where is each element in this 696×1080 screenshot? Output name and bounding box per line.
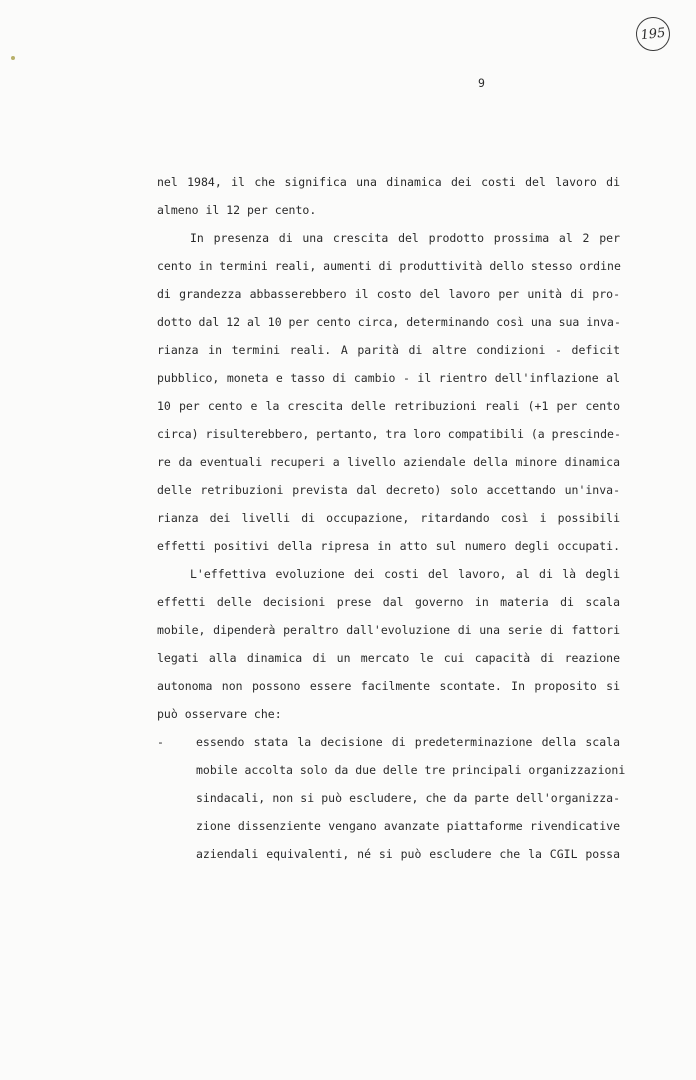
text-line: effetti positivi della ripresa in atto sul numero degli occupati. xyxy=(157,539,620,553)
page-stamp-number: 195 xyxy=(639,25,667,43)
text-line: pubblico, moneta e tasso di cambio - il rientro dell'inflazione al xyxy=(157,371,620,385)
list-item-line: zione dissenziente vengano avanzate piattaforme rivendicative xyxy=(196,819,620,833)
margin-mark xyxy=(11,56,15,60)
text-line: circa) risulterebbero, pertanto, tra loro compatibili (a prescinde- xyxy=(157,427,621,441)
text-line: cento in termini reali, aumenti di produttività dello stesso ordine xyxy=(157,259,621,273)
text-line: rianza in termini reali. A parità di altre condizioni - deficit xyxy=(157,343,620,357)
text-line: rianza dei livelli di occupazione, ritardando così i possibili xyxy=(157,511,620,525)
text-line: può osservare che: xyxy=(157,707,282,721)
list-item-line: mobile accolta solo da due delle tre principali organizzazioni xyxy=(196,763,626,777)
list-bullet-marker: - xyxy=(157,735,164,749)
text-line: di grandezza abbasserebbero il costo del lavoro per unità di pro- xyxy=(157,287,620,301)
page-stamp xyxy=(634,15,671,52)
text-line: legati alla dinamica di un mercato le cui capacità di reazione xyxy=(157,651,620,665)
text-line: nel 1984, il che significa una dinamica dei costi del lavoro di xyxy=(157,175,620,189)
text-line: L'effettiva evoluzione dei costi del lavoro, al di là degli xyxy=(190,567,620,581)
text-line: autonoma non possono essere facilmente scontate. In proposito si xyxy=(157,679,620,693)
text-line: effetti delle decisioni prese dal governo in materia di scala xyxy=(157,595,620,609)
list-item-line: essendo stata la decisione di predeterminazione della scala xyxy=(196,735,620,749)
text-line: 10 per cento e la crescita delle retribuzioni reali (+1 per cento xyxy=(157,399,620,413)
list-item-line: aziendali equivalenti, né si può escludere che la CGIL possa xyxy=(196,847,620,861)
text-line: delle retribuzioni prevista dal decreto) solo accettando un'inva- xyxy=(157,483,620,497)
list-item-line: sindacali, non si può escludere, che da parte dell'organizza- xyxy=(196,791,620,805)
text-line: almeno il 12 per cento. xyxy=(157,203,317,217)
text-line: dotto dal 12 al 10 per cento circa, determinando così una sua inva- xyxy=(157,315,621,329)
text-line: In presenza di una crescita del prodotto prossima al 2 per xyxy=(190,231,620,245)
text-line: re da eventuali recuperi a livello aziendale della minore dinamica xyxy=(157,455,620,469)
page-number: 9 xyxy=(478,76,485,90)
text-line: mobile, dipenderà peraltro dall'evoluzione di una serie di fattori xyxy=(157,623,620,637)
